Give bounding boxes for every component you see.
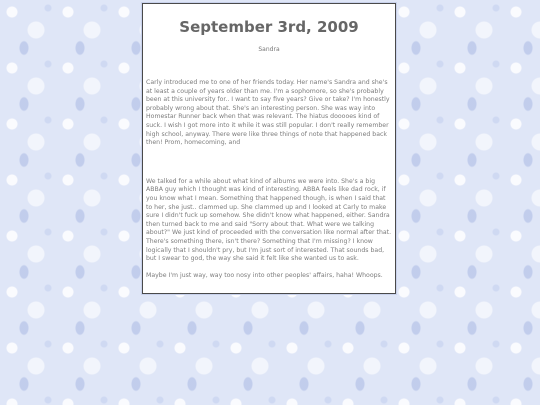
post-title: September 3rd, 2009 xyxy=(179,18,359,36)
post-author: Sandra xyxy=(258,46,280,53)
post-paragraph-3: Maybe I'm just way, way too nosy into other peoples' affairs, haha! Whoops. xyxy=(146,271,383,279)
post-paragraph-2: We talked for a while about what kind of albums we were into. She's a big ABBA guy which I thought was kind of interesting. ABBA feels like dad rock, if you know what I mean. Something that happened though, is when I said that to her, she just.. clammed up. She clammed up and I looked at Carly to make sure I didn't fuck up somehow. She didn't know what happened, either. Sandra then turned back to me and said "Sorry about that. What were we talking about?" We just kind of proceeded with the conversation like normal after that. There's something there, isn't there? Something that I'm missing? I know logically that I shouldn't pry, but I'm just sort of interested. That sounds bad, but I swear to god, the way she said it felt like she wanted us to ask. xyxy=(146,177,392,263)
blog-post-container xyxy=(142,3,396,294)
post-paragraph-1: Carly introduced me to one of her friends today. Her name's Sandra and she's at least a couple of years older than me. I'm a sophomore, so she's probably been at this university for.. I want to say five years? Give or take? I'm honestly probably wrong about that. She's an interesting person. She was way into Homestar Runner back when that was relevant. The hiatus dooooes kind of suck. I wish I got more into it while it was still popular. I don't really remember high school, anyway. There were like three things of note that happened back then! Prom, homecoming, and xyxy=(146,79,390,147)
